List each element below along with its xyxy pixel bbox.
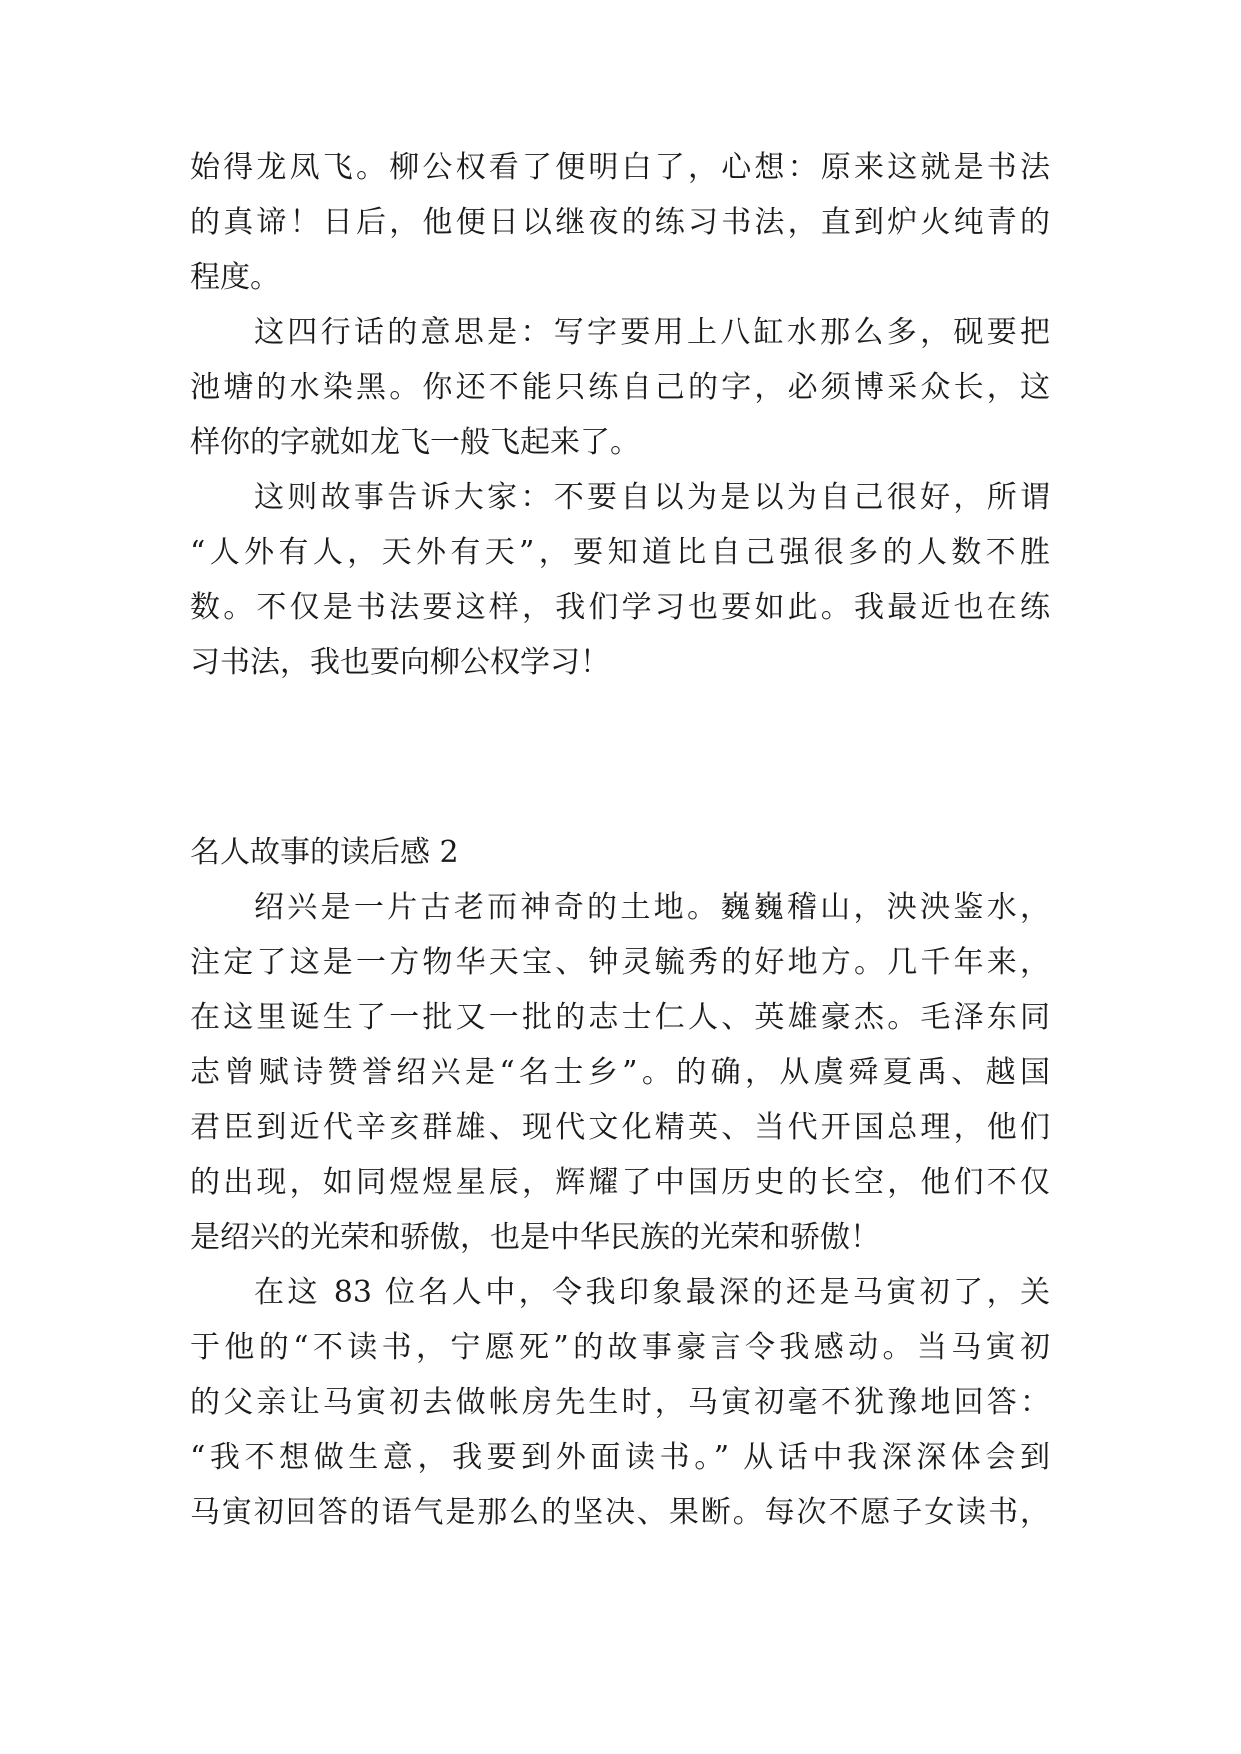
paragraph-line: 君臣到近代辛亥群雄、现代文化精英、当代开国总理，他们 <box>190 1110 1050 1145</box>
paragraph-line: 习书法，我也要向柳公权学习！ <box>190 645 610 680</box>
paragraph-line: 数。不仅是书法要这样，我们学习也要如此。我最近也在练 <box>190 590 1050 625</box>
paragraph-line: 是绍兴的光荣和骄傲，也是中华民族的光荣和骄傲！ <box>190 1220 880 1255</box>
paragraph-line: 于他的“不读书，宁愿死”的故事豪言令我感动。当马寅初 <box>190 1330 1050 1365</box>
paragraph-line: 的出现，如同煜煜星辰，辉耀了中国历史的长空，他们不仅 <box>190 1165 1050 1200</box>
paragraph-line: 池塘的水染黑。你还不能只练自己的字，必须博采众长，这 <box>190 370 1050 405</box>
section1 <box>190 140 1050 690</box>
section-heading: 名人故事的读后感 2 <box>190 835 459 870</box>
paragraph-line: 马寅初回答的语气是那么的坚决、果断。每次不愿子女读书， <box>190 1495 1050 1530</box>
paragraph-line: “我不想做生意，我要到外面读书。” 从话中我深深体会到 <box>190 1440 1050 1475</box>
section2 <box>190 880 1050 1540</box>
paragraph-line: “人外有人，天外有天”，要知道比自己强很多的人数不胜 <box>190 535 1050 570</box>
paragraph-line: 程度。 <box>190 260 280 295</box>
paragraph-line: 的真谛！日后，他便日以继夜的练习书法，直到炉火纯青的 <box>190 205 1050 240</box>
paragraph-line: 的父亲让马寅初去做帐房先生时，马寅初毫不犹豫地回答： <box>190 1385 1050 1420</box>
paragraph-line: 样你的字就如龙飞一般飞起来了。 <box>190 425 640 460</box>
paragraph-line: 在这里诞生了一批又一批的志士仁人、英雄豪杰。毛泽东同 <box>190 1000 1050 1035</box>
paragraph-line: 这四行话的意思是：写字要用上八缸水那么多，砚要把 <box>254 315 1050 350</box>
paragraph-line: 志曾赋诗赞誉绍兴是“名士乡”。的确，从虞舜夏禹、越国 <box>190 1055 1050 1090</box>
paragraph-line: 在这 83 位名人中，令我印象最深的还是马寅初了，关 <box>254 1275 1050 1310</box>
paragraph-line: 始得龙凤飞。柳公权看了便明白了，心想：原来这就是书法 <box>190 150 1050 185</box>
paragraph-line: 注定了这是一方物华天宝、钟灵毓秀的好地方。几千年来， <box>190 945 1050 980</box>
paragraph-line: 绍兴是一片古老而神奇的土地。巍巍稽山，泱泱鉴水， <box>254 890 1050 925</box>
paragraph-line: 这则故事告诉大家：不要自以为是以为自己很好，所谓 <box>254 480 1050 515</box>
